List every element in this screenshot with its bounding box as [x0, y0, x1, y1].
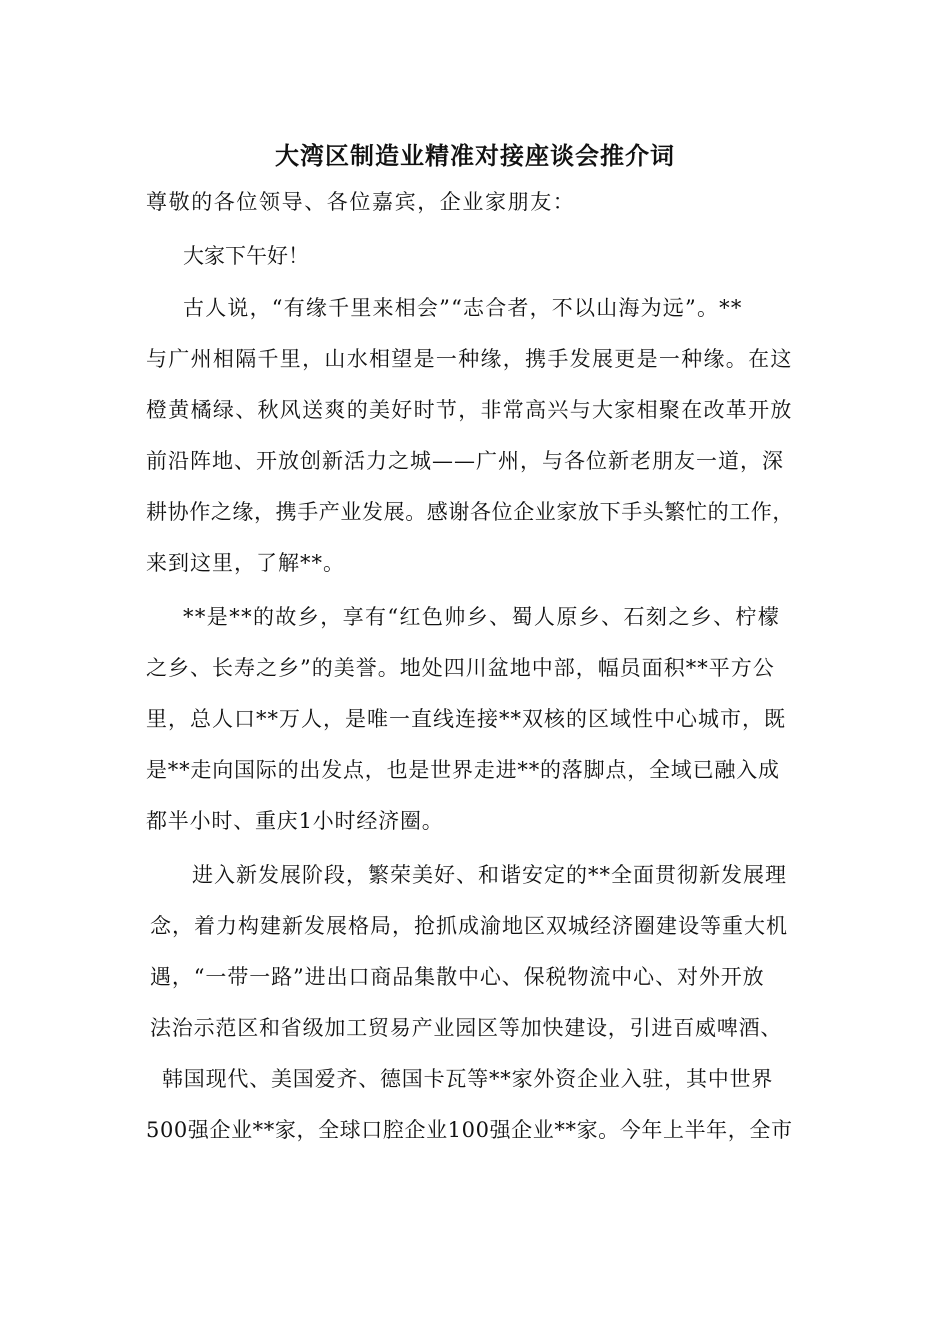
- document-title: 大湾区制造业精准对接座谈会推介词: [275, 141, 675, 170]
- paragraph1-line: 耕协作之缘，携手产业发展。感谢各位企业家放下手头繁忙的工作，: [146, 500, 794, 524]
- paragraph1-line: 橙黄橘绿、秋风送爽的美好时节，非常高兴与大家相聚在改革开放: [146, 398, 793, 422]
- paragraph1-line: 古人说，“有缘千里来相会”“志合者，不以山海为远”。**: [183, 296, 743, 320]
- paragraph3-line: 500强企业**家，全球口腔企业100强企业**家。今年上半年，全市: [146, 1118, 793, 1142]
- paragraph1-line: 前沿阵地、开放创新活力之城——广州，与各位新老朋友一道，深: [146, 449, 784, 473]
- paragraph2-line: 是**走向国际的出发点，也是世界走进**的落脚点，全域已融入成: [146, 758, 780, 782]
- paragraph3-line: 进入新发展阶段，繁荣美好、和谐安定的**全面贯彻新发展理: [192, 863, 787, 887]
- greeting-line: 大家下午好！: [183, 244, 309, 268]
- salutation-line: 尊敬的各位领导、各位嘉宾，企业家朋友：: [146, 190, 576, 214]
- paragraph3-line: 法治示范区和省级加工贸易产业园区等加快建设，引进百威啤酒、: [150, 1016, 783, 1040]
- paragraph2-line: 都半小时、重庆1小时经济圈。: [146, 809, 444, 833]
- paragraph3-line: 念，着力构建新发展格局，抢抓成渝地区双城经济圈建设等重大机: [150, 914, 788, 938]
- paragraph2-line: **是**的故乡，享有“红色帅乡、蜀人原乡、石刻之乡、柠檬: [183, 605, 781, 629]
- paragraph3-line: 韩国现代、美国爱齐、德国卡瓦等**家外资企业入驻，其中世界: [162, 1067, 774, 1091]
- paragraph1-line: 来到这里，了解**。: [146, 551, 345, 575]
- paragraph1-line: 与广州相隔千里，山水相望是一种缘，携手发展更是一种缘。在这: [146, 347, 793, 371]
- paragraph2-line: 之乡、长寿之乡”的美誉。地处四川盆地中部，幅员面积**平方公: [146, 656, 775, 680]
- paragraph2-line: 里，总人口**万人，是唯一直线连接**双核的区域性中心城市，既: [146, 707, 786, 731]
- paragraph3-line: 遇，“一带一路”进出口商品集散中心、保税物流中心、对外开放: [150, 965, 765, 989]
